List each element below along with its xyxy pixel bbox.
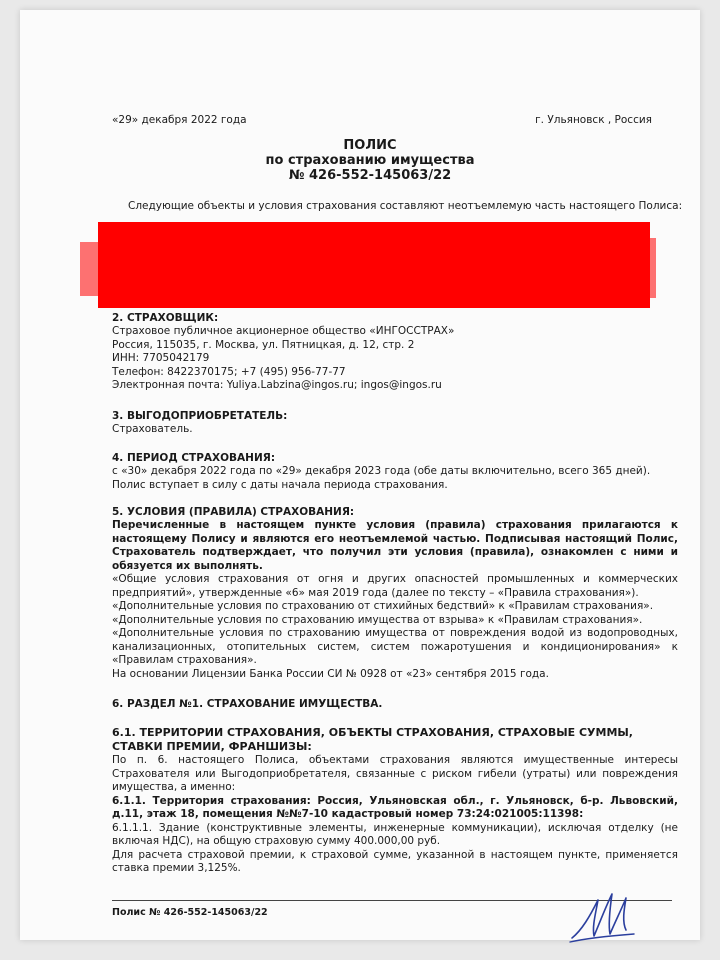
redacted-area-edge [80,242,102,296]
document-page [20,10,700,940]
insurer-section [112,312,678,393]
section6-heading-block [112,698,678,711]
beneficiary-section [112,410,678,437]
policy-date: «29» декабря 2022 года [112,114,247,126]
insurer-heading: 2. СТРАХОВЩИК: [112,312,219,324]
insurer-line: ИНН: 7705042179 [112,352,210,364]
period-heading: 4. ПЕРИОД СТРАХОВАНИЯ: [112,452,276,464]
signature-icon [568,886,638,946]
redacted-area-edge [642,238,656,298]
section6-body [112,726,678,876]
policy-number: № 426-552-145063/22 [288,168,452,183]
conditions-bold-text: Перечисленные в настоящем пункте условия (правила) страхования прилагаются к настоящему Полису и являются его неотъемлемой частью. Подписывая настоящий Полис, Страхователь подтверждает, что получил эти условия (правила), ознакомлен с ними и обязуется их выполнять. [112,519,678,572]
conditions-item: «Дополнительные условия по страхованию имущества от взрыва» к «Правилам страхования». [112,613,643,626]
period-section [112,452,678,492]
premium-rate-text: Для расчета страховой премии, к страховой сумме, указанной в настоящем пункте, применяется ставка премии 3,125%. [112,848,678,874]
insurer-line: Страховое публичное акционерное общество «ИНГОССТРАХ» [112,325,455,337]
beneficiary-text: Страхователь. [112,423,193,435]
insurer-line: Телефон: 8422370175; +7 (495) 956-77-77 [112,365,346,378]
intro-text: Следующие объекты и условия страхования составляют неотъемлемую часть настоящего Полиса: [128,200,683,212]
conditions-heading: 5. УСЛОВИЯ (ПРАВИЛА) СТРАХОВАНИЯ: [112,506,355,518]
building-text: 6.1.1.1. Здание (конструктивные элементы, инженерные коммуникации), исключая отделку (не включая НДС), на общую страховую сумму 400.000,00 руб. [112,821,678,847]
redacted-area [98,222,650,308]
beneficiary-heading: 3. ВЫГОДОПРИОБРЕТАТЕЛЬ: [112,410,288,422]
period-line: с «30» декабря 2022 года по «29» декабря 2023 года (обе даты включительно, всего 365 дней). [112,465,651,477]
territory-text: 6.1.1. Территория страхования: Россия, Ульяновская обл., г. Ульяновск, б-р. Львовский, д.11, этаж 18, помещения №№7-10 кадастровый номер 73:24:021005:11398: [112,794,678,820]
section61-heading: 6.1. ТЕРРИТОРИИ СТРАХОВАНИЯ, ОБЪЕКТЫ СТРАХОВАНИЯ, СТРАХОВЫЕ СУММЫ, СТАВКИ ПРЕМИИ, ФРАНШИЗЫ: [112,726,633,753]
insurer-line: Электронная почта: Yuliya.Labzina@ingos.ru; ingos@ingos.ru [112,379,442,391]
policy-title: ПОЛИС [343,138,397,153]
conditions-item: «Общие условия страхования от огня и других опасностей промышленных и коммерческих предприятий», утвержденные «6» мая 2019 года (далее по тексту – «Правила страхования»). [112,573,678,599]
section61-paragraph: По п. 6. настоящего Полиса, объектами страхования являются имущественные интересы Страхователя или Выгодоприобретателя, связанные с риском гибели (утраты) или повреждения имущества, а именно: [112,754,678,793]
period-line: Полис вступает в силу с даты начала периода страхования. [112,478,448,491]
conditions-item: «Дополнительные условия по страхованию от стихийных бедствий» к «Правилам страхования». [112,600,654,612]
insurer-line: Россия, 115035, г. Москва, ул. Пятницкая, д. 12, стр. 2 [112,338,415,351]
conditions-item: «Дополнительные условия по страхованию имущества от повреждения водой из водопроводных, канализационных, отопительных систем, систем пожаротушения и кондиционирования» к «Правилам страхования». [112,627,678,666]
footer-policy-ref: Полис № 426-552-145063/22 [112,907,268,918]
policy-subtitle: по страхованию имущества [265,153,475,168]
section6-heading: 6. РАЗДЕЛ №1. СТРАХОВАНИЕ ИМУЩЕСТВА. [112,698,383,710]
conditions-section [112,506,678,681]
policy-city: г. Ульяновск , Россия [535,114,652,126]
license-text: На основании Лицензии Банка России СИ № 0928 от «23» сентября 2015 года. [112,667,549,680]
